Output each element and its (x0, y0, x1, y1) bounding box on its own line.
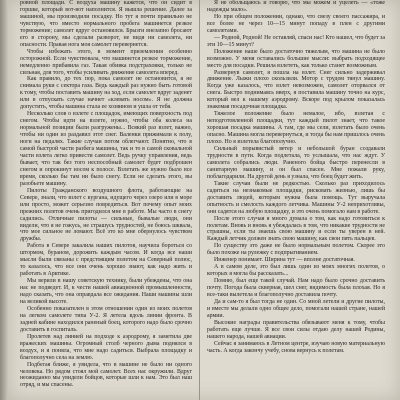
paragraph: Чтобы избежать этого, в момент приземления особенно осторожной. Если чувствовала, что машинется резкое торможение, немедленно прибавила газ. Такая обивка подстраховки, только не сильная, для того, чтобы усиливать движение самолета вперед. (20, 48, 192, 76)
paragraph: По существу это даже не было нормальным полетом. Скорее это было похоже на рулежку с подпрыгиванием. (207, 243, 385, 257)
paragraph: Несколько слов о взлете с площадок, имеющих поверхность под снегом. Чтобы идти на взлете, нужно, чтобы оба колеса на нормальной позиции были разгружены... Всякий раз взлет, важно, чтобы ни один из раздавил этот снег. Валенки прижимали к полу, ноги на педалях. Такие случаи потом облегчают. Понятно, что в самой быстрой части разбега машины, так и то в самой сковальной части взлета легко привести самолет. Ведь ручку управления, ведь бывает, что так без того неспособный самолет будет подброшен снегом и опрокинут носом к полосе. Взлетать же нужно было все время, сколько бы там ни было снегу. Если не сделать этого, вы разобьете машину. (20, 111, 192, 187)
paragraph: Пролетев над линией на подходе к аэродрому, я заметила две вражеских машины. Огромный столб черного дыма поднялся в воздух, и я поняла, что мне надо садиться. Выбрала площадку и благополучно села на землю. (20, 333, 192, 361)
left-text-column (20, 0, 192, 400)
paragraph: Положение наше было достаточно тяжелым, что машина не было возможно. У меня оставались большие мысли: выбрать подходящее место для посадки. Решила взлететь, как только станет возможным. (207, 48, 385, 69)
paragraph: Да и сам-то я был тогда не один. Со мной летели и другие пилоты, и вместе мы делали одно общее дело, помогали нашей стране, нашей армии. (207, 298, 385, 319)
paragraph: Развернув самолет, я пошла на взлет. Снег сильно задерживал движение. Лыжи плохо скользили. Мотор с трудом тянул машину. Когда уже казалось, что взлет невозможен, самолет оторвался от снега. Быстро поднимаясь вверх, я поставила машину точно на курс, который вел к нашему аэродрому. Вскоре под крылом показалась знакомая посадочная площадка. (207, 69, 385, 111)
paragraph: Тяжелое положение было немалое, ибо, взлетая с неподготовленной площадки, тут каждый пилот знает, что такое хорошая посадка машины. А там, где мы сели, взлетать было очень опасно. Машина могла перевернуться, и тогда бы нам пришлось очень плохо. Но я взлетела благополучно. (207, 111, 385, 146)
paragraph: Высокие награды правительства обязывают меня к тому, чтобы работать еще лучше. Я все свои силы отдаю делу нашей Родины, нашего народа, нашей авиации. (207, 319, 385, 340)
paragraph: Сильный порывистый ветер и небольшой буран создавали трудности в пути. Когда подлетала, то услышала, что нас ждут. У самолета собрались люди. Раненого бойца быстро перенесли в санитарную машину, и он был спасен. Мне пожали руку, поблагодарили. На другой день я узнала, что боец будет жить. (207, 146, 385, 180)
paragraph: — Родной, Родной! Не оставляй, спаси нас! Кто нашел, что будет за эти 10—15 минут? (207, 34, 385, 48)
paragraph: Как правило, до тех пор, пока самолет не остановится, я не снимала руки с сектора газа. Ведь каждый раз нужно быть готовой к тому, чтобы поставить машину на ход, если самолет вдруг заденет или в отпускать случае начнет «клевать носом». Я не должна допустить, чтобы машина стала ее хозяином и ушла от тебя. (20, 76, 192, 111)
paragraph: ровной площади. С воздуха машину кажется, что он сидит в горшке, который вот-вот наполнится. Я вышла решение. Далее за машиной, мы производили посадку. Но тут я почти правильно не чувствую, что вместо нормального пробега машинется резкое торможение; самолет вдруг остановился. Брызги внезапно бросают его в сторону, мы сделали разворот, не видя ни самолета, ни опасности. Правая нога моя самолет перевернется. (20, 0, 192, 48)
paragraph: Но при общем положении, однако, что свезу своего пассажира, и все более не через 10—15 минут попаду в плен с другими самолетами. (207, 13, 385, 34)
right-text-column (207, 0, 385, 400)
paragraph: А в самом деле, это был лишь один из моих многих полетов, о которых я могла бы рассказать... (207, 264, 385, 278)
paragraph: Особенно показателен в этом отношении один из моих полетов на легком самолете типа У-2. Я летела вдоль линии фронта. В задней кабине находился раненый боец, которого надо было срочно доставить в госпиталь. (20, 305, 192, 333)
paragraph: Подбегая ближе, я увидела, что в машине не было ни одного человека. Но рядом стоял мой самолет. Всех нас окружили. Вдруг неожиданно мы увидели бойцов, которые шли к нам. Это был наш отряд, и мы спасены. (20, 361, 192, 389)
page-binding-edge (0, 0, 8, 400)
paragraph: Мы верили в нашу советскую технику, были убеждены, что она нас не подведет. И, к чести нашей авиационной промышленности, надо сказать, что она оправдала все ожидания. Наши машины шли на великой высоте. (20, 278, 192, 305)
paragraph: Инженер понимает. Ширина тут — вполне достаточная. (214, 257, 355, 264)
paragraph: Я не обольщаюсь и говорю, что мы можем и уцелеть — «тоже надежды мало». (207, 0, 385, 13)
paragraph: Работа в Севере закалила наших пилотов, научила бороться со штормом, бураном, дорожить каждым часом. И когда все наши мысли были связаны с предстоящим полетом на Северный полюс, то казалось, что все они очень хорошо знают, как надо жить и работать в Арктике. (20, 243, 192, 278)
paragraph: Пилоты Гражданского воздушного флота, работающие на Севере, знали, что взлет с кургана, идущего через озеро или в море или просто, может серьезно повредиться. Вот почему опыт моих прежних полетов очень пригодился мне в работе. Мы часто в снегу садились. Отличные пилоты — сильные, бывалые люди, они видели, что я не гожусь, не страшусь трудностей, не боюсь шквала, что мое сильное не ломают. Всё это ко мне обернулось чувством дружбы. (20, 187, 192, 243)
paragraph: Такие случаи были не редкостью. Сколько раз приходилось садиться на незнакомые площадки, рисковать жизнью, лишь бы доставить людей, которым нужна была помощь. Тут выручала опытность и смелость каждого летчика. Машины У-2 неприхотливы, они садятся на любую площадку, и это очень помогало нам в работе. (207, 180, 385, 215)
paragraph: Помню, был еще такой случай. Нам надо было срочно доставить почту. Погода была скверная, шел снег, видимость была плохая. Но я все-таки вылетела и благополучно доставила почту. (207, 278, 385, 299)
paragraph: После этого случая я много думала о том, как надо готовиться к полетам. Вновь и вновь я убеждалась в том, что никакие трудности не страшны, если ты знаешь свою машину и если ты уверен в ней. Каждый летчик должен знать свою машину, как свои пять пальцев. (207, 215, 385, 243)
column-divider (199, 0, 200, 400)
paragraph: Сейчас я занимаюсь в Летном центре, изучаю новую материальную часть. А когда закончу учебу, снова вернусь к полетам. (207, 340, 385, 354)
